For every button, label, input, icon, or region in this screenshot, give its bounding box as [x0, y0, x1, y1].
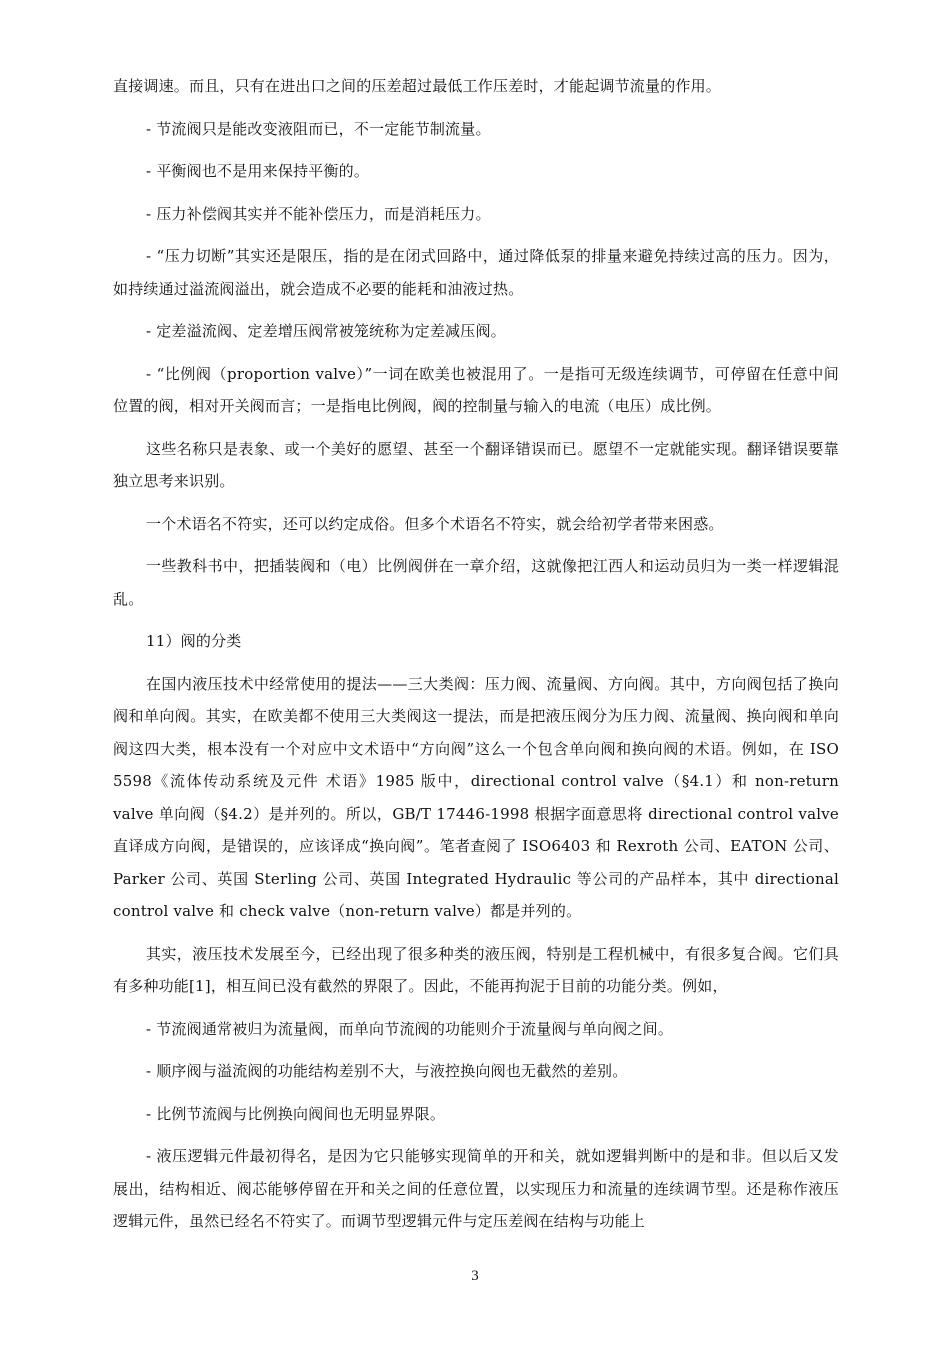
- paragraph-names-appearance: 这些名称只是表象、或一个美好的愿望、甚至一个翻译错误而已。愿望不一定就能实现。翻译错误要靠独立思考来识别。: [113, 439, 839, 490]
- list-item-throttle-valve: - 节流阀只是能改变液阻而已，不一定能节制流量。: [146, 119, 491, 138]
- list-item-proportional-throttle: - 比例节流阀与比例换向阀间也无明显界限。: [146, 1104, 446, 1123]
- paragraph-textbooks: 一些教科书中，把插装阀和（电）比例阀併在一章介绍，这就像把江西人和运动员归为一类一样逻辑混乱。: [113, 557, 839, 608]
- paragraph-compound-valves: 其实，液压技术发展至今，已经出现了很多种类的液压阀，特别是工程机械中，有很多复合阀。它们具有多种功能[1]，相互间已没有截然的界限了。因此，不能再拘泥于目前的功能分类。例如，: [113, 944, 839, 995]
- paragraph-continuation: 直接调速。而且，只有在进出口之间的压差超过最低工作压差时，才能起调节流量的作用。: [113, 77, 722, 95]
- list-item-balance-valve: - 平衡阀也不是用来保持平衡的。: [146, 162, 370, 180]
- document-body: [113, 70, 839, 1248]
- list-item-proportional-valve: - “比例阀（proportion valve）”一词在欧美也被混用了。一是指可无级连续调节，可停留在任意中间位置的阀，相对开关阀而言；一是指电比例阀，阀的控制量与输入的电流（电压）成比例。: [113, 364, 839, 415]
- paragraph-terminology: 一个术语名不符实，还可以约定成俗。但多个术语名不符实，就会给初学者带来困惑。: [146, 514, 724, 533]
- page-number: 3: [471, 1268, 479, 1284]
- list-item-throttle-check: - 节流阀通常被归为流量阀，而单向节流阀的功能则介于流量阀与单向阀之间。: [146, 1019, 674, 1038]
- list-item-pressure-compensator: - 压力补偿阀其实并不能补偿压力，而是消耗压力。: [146, 204, 491, 223]
- list-item-pressure-cutoff: - “压力切断”其实还是限压，指的是在闭式回路中，通过降低泵的排量来避免持续过高的压力。因为，如持续通过溢流阀溢出，就会造成不必要的能耗和油液过热。: [113, 247, 839, 298]
- paragraph-three-categories: 在国内液压技术中经常使用的提法——三大类阀：压力阀、流量阀、方向阀。其中，方向阀包括了换向阀和单向阀。其实，在欧美都不使用三大类阀这一提法，而是把液压阀分为压力阀、流量阀、换向阀和单向阀这四大类，根本没有一个对应中文术语中“方向阀”这么一个包含单向阀和换向阀的术语。例如，在 ISO 5598《流体传动系统及元件 术语》1985 版中，directional control valve（§4.1）和 non-return valve 单向阀（§4.2）是并列的。所以，GB/T 17446-1998 根据字面意思将 directional control valve 直译成方向阀，是错误的，应该译成“换向阀”。笔者查阅了 ISO6403 和 Rexroth 公司、EATON 公司、Parker 公司、英国 Sterling 公司、英国 Integrated Hydraulic 等公司的产品样本，其中 directional control valve 和 check valve（non-return valve）都是并列的。: [113, 674, 839, 920]
- section-heading-valve-classification: 11）阀的分类: [146, 632, 242, 650]
- list-item-sequence-relief: - 顺序阀与溢流阀的功能结构差别不大，与液控换向阀也无截然的差别。: [146, 1062, 628, 1080]
- list-item-differential-valves: - 定差溢流阀、定差增压阀常被笼统称为定差减压阀。: [146, 322, 506, 340]
- list-item-logic-element: - 液压逻辑元件最初得名，是因为它只能够实现简单的开和关，就如逻辑判断中的是和非。但以后又发展出，结构相近、阀芯能够停留在开和关之间的任意位置，以实现压力和流量的连续调节型。还是称作液压逻辑元件，虽然已经名不符实了。而调节型逻辑元件与定压差阀在结构与功能上: [113, 1147, 839, 1230]
